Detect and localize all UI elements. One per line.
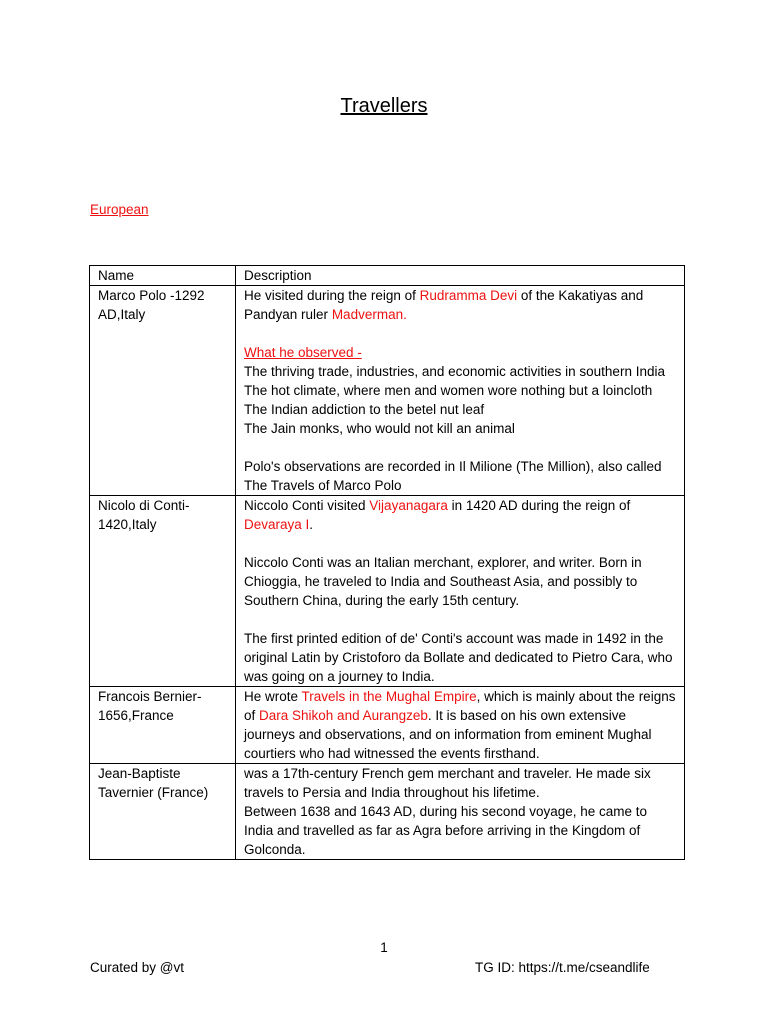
travellers-table: [89, 265, 685, 860]
footer-tg-id: TG ID: https://t.me/cseandlife: [475, 960, 650, 975]
table-row: [90, 286, 685, 496]
description-paragraph: He visited during the reign of Rudramma Devi of the Kakatiyas and Pandyan ruler Madverman.: [244, 288, 644, 322]
highlight-place: Vijayanagara: [369, 498, 448, 513]
observation-item: The Jain monks, who would not kill an animal: [244, 421, 515, 436]
traveller-name: Marco Polo -1292 AD,Italy: [90, 286, 236, 496]
highlight-ruler: Devaraya I: [244, 517, 310, 532]
observation-item: The hot climate, where men and women wore nothing but a loincloth: [244, 383, 653, 398]
table-row: [90, 496, 685, 687]
section-heading-european: European: [90, 202, 149, 217]
description-paragraph: He wrote Travels in the Mughal Empire, which is mainly about the reigns of Dara Shikoh and Aurangzeb. It is based on his own extensive journeys and observations, and on information from eminent Mughal courtiers who had witnessed the events firsthand.: [244, 689, 676, 761]
table-row: [90, 764, 685, 860]
description-paragraph: Between 1638 and 1643 AD, during his second voyage, he came to India and travelled as far as Agra before arriving in the Kingdom of Golconda.: [244, 804, 648, 857]
highlight-book: Travels in the Mughal Empire: [301, 689, 477, 704]
observation-item: The Indian addiction to the betel nut leaf: [244, 402, 485, 417]
highlight-ruler: Dara Shikoh and Aurangzeb: [259, 708, 428, 723]
description-paragraph: Polo's observations are recorded in Il Milione (The Million), also called The Travels of Marco Polo: [244, 459, 662, 493]
highlight-ruler: Rudramma Devi: [419, 288, 518, 303]
footer-curated-by: Curated by @vt: [90, 960, 184, 975]
page-title: Travellers: [340, 95, 428, 117]
table-row: [90, 687, 685, 764]
observation-item: The thriving trade, industries, and economic activities in southern India: [244, 364, 665, 379]
traveller-name: Francois Bernier-1656,France: [90, 687, 236, 764]
description-paragraph: Niccolo Conti was an Italian merchant, explorer, and writer. Born in Chioggia, he traveled to India and Southeast Asia, and possibly to Southern China, during the early 15th century.: [244, 555, 642, 608]
highlight-ruler: Madverman.: [331, 307, 407, 322]
traveller-description: [236, 764, 685, 860]
table-header-row: [90, 266, 685, 286]
header-name: Name: [90, 266, 236, 286]
traveller-name: Jean-Baptiste Tavernier (France): [90, 764, 236, 860]
traveller-description: [236, 687, 685, 764]
description-paragraph: was a 17th-century French gem merchant and traveler. He made six travels to Persia and India throughout his lifetime.: [244, 766, 651, 800]
traveller-name: Nicolo di Conti-1420,Italy: [90, 496, 236, 687]
description-paragraph: Niccolo Conti visited Vijayanagara in 1420 AD during the reign of Devaraya I.: [244, 498, 631, 532]
header-description: Description: [236, 266, 685, 286]
traveller-description: [236, 496, 685, 687]
description-paragraph: The first printed edition of de' Conti's account was made in 1492 in the original Latin by Cristoforo da Bollate and dedicated to Pietro Cara, who was going on a journey to India.: [244, 631, 673, 684]
page-number: 1: [380, 940, 388, 955]
observed-heading: What he observed -: [244, 345, 362, 360]
traveller-description: [236, 286, 685, 496]
